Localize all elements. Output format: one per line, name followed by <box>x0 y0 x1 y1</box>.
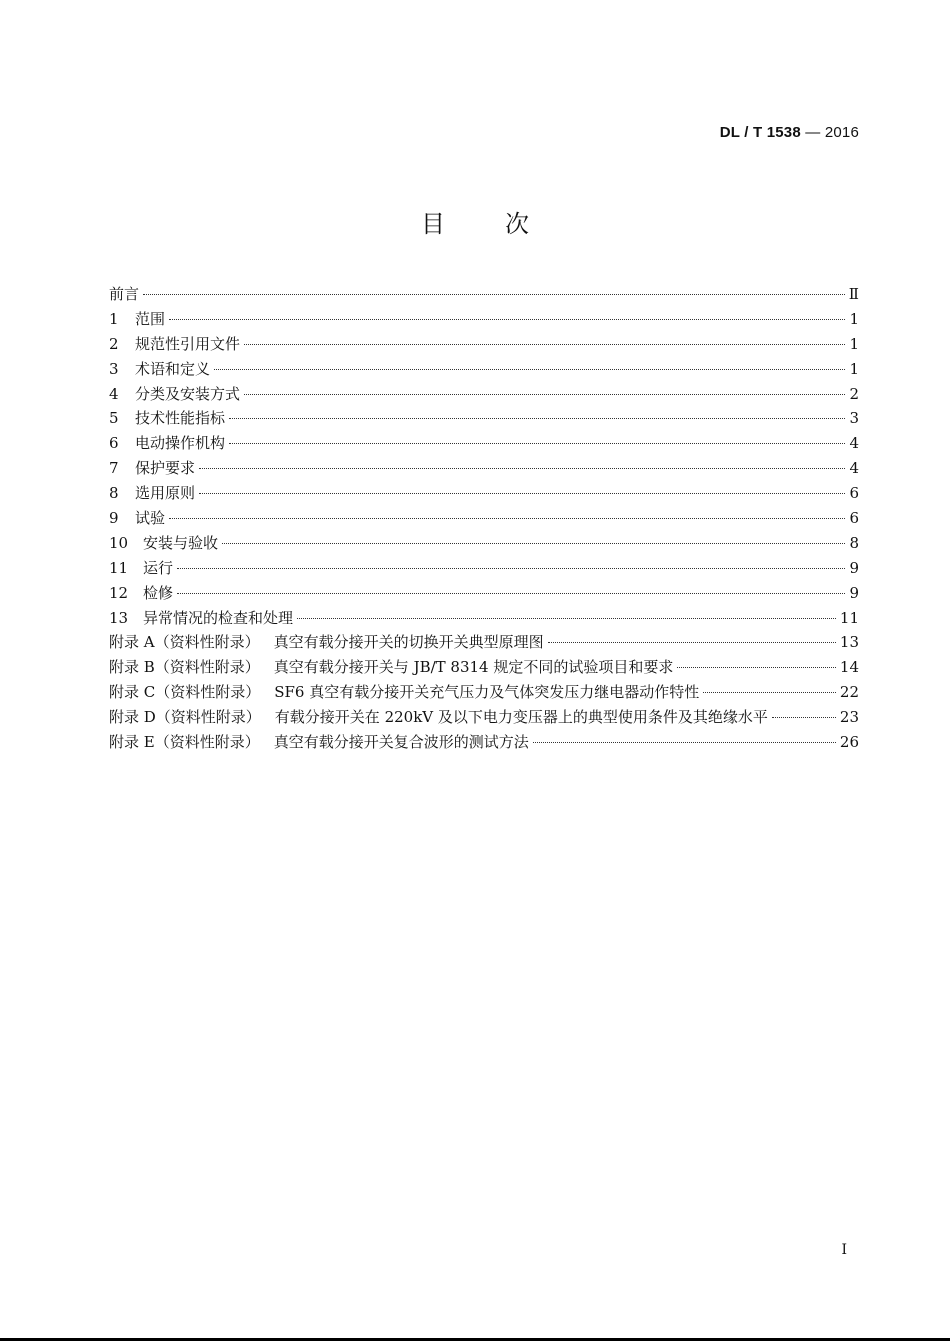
appendix-title: 真空有载分接开关复合波形的测试方法 <box>273 733 529 752</box>
toc-appendix-c[interactable] <box>109 680 859 705</box>
toc-entry[interactable] <box>109 382 859 407</box>
toc-entry-number: 13 <box>109 608 129 627</box>
toc-entry-number: 5 <box>109 409 119 428</box>
toc-entry-label: 电动操作机构 <box>135 434 226 453</box>
page-number: I <box>841 1242 847 1258</box>
toc-entry-label: 选用原则 <box>135 484 196 503</box>
bottom-rule <box>0 1338 950 1341</box>
toc-entry[interactable] <box>109 606 859 631</box>
dot-leader <box>229 418 845 419</box>
standard-code-number: DL / T 1538 <box>719 124 801 141</box>
dot-leader <box>677 667 836 668</box>
toc-entry-page: 6 <box>849 484 859 503</box>
toc-appendix-e[interactable] <box>109 730 859 755</box>
toc-entry[interactable] <box>109 332 859 357</box>
toc-entry-page: 22 <box>839 683 859 702</box>
dot-leader <box>169 518 845 519</box>
toc-entry[interactable] <box>109 357 859 382</box>
appendix-heading: 附录 A（资料性附录） <box>109 633 260 652</box>
toc-entry-page: 1 <box>849 359 859 378</box>
dot-leader <box>244 394 845 395</box>
toc-entry-label: 异常情况的检查和处理 <box>143 608 294 627</box>
toc-entry-number: 3 <box>109 359 119 378</box>
toc-entry-page: 2 <box>849 384 859 403</box>
toc-entry-number: 6 <box>109 434 119 453</box>
dot-leader <box>703 692 836 693</box>
toc-entry-label: 安装与验收 <box>143 533 219 552</box>
dot-leader <box>244 344 845 345</box>
dot-leader <box>199 493 845 494</box>
standard-code-year: — 2016 <box>800 124 859 141</box>
toc-entry-number: 10 <box>109 533 129 552</box>
toc-entry-page: 13 <box>839 633 859 652</box>
toc-entry-label: 范围 <box>135 309 166 328</box>
toc-entry[interactable] <box>109 531 859 556</box>
standard-code <box>720 124 859 141</box>
toc-entry-label: 检修 <box>143 583 174 602</box>
toc-entry-number: 8 <box>109 484 119 503</box>
toc-entry[interactable] <box>109 456 859 481</box>
toc-entry-page: 6 <box>849 509 859 528</box>
dot-leader <box>169 319 845 320</box>
toc-entry-page: 9 <box>849 583 859 602</box>
appendix-title: 有载分接开关在 220kV 及以下电力变压器上的典型使用条件及其绝缘水平 <box>274 708 768 727</box>
dot-leader <box>143 294 845 295</box>
toc-entry-label: 运行 <box>143 558 174 577</box>
toc-entry-page: 14 <box>839 658 859 677</box>
toc-appendix-d[interactable] <box>109 705 859 730</box>
toc-entry-number: 4 <box>109 384 119 403</box>
toc-entry-foreword[interactable] <box>109 282 859 307</box>
toc-entry-page: 11 <box>839 608 859 627</box>
appendix-heading: 附录 D（资料性附录） <box>109 708 261 727</box>
page-title: 目次 <box>421 210 589 238</box>
toc-entry-page: 3 <box>849 409 859 428</box>
dot-leader <box>297 618 836 619</box>
toc-entry-number: 1 <box>109 309 119 328</box>
toc-entry-page: 8 <box>849 533 859 552</box>
toc-entry-label: 术语和定义 <box>135 359 211 378</box>
appendix-heading: 附录 E（资料性附录） <box>109 733 260 752</box>
toc-entry-number: 11 <box>109 558 129 577</box>
toc-entry[interactable] <box>109 406 859 431</box>
toc-entry-page: 4 <box>849 459 859 478</box>
toc-entry-page: 23 <box>839 708 859 727</box>
toc-entry-page: Ⅱ <box>848 285 859 303</box>
toc-entry-number: 7 <box>109 459 119 478</box>
dot-leader <box>533 742 836 743</box>
toc-appendix-a[interactable] <box>109 630 859 655</box>
appendix-title: 真空有载分接开关与 JB/T 8314 规定不同的试验项目和要求 <box>273 658 674 677</box>
toc-entry-page: 4 <box>849 434 859 453</box>
toc-entry-page: 9 <box>849 558 859 577</box>
toc-entry-label: 试验 <box>135 509 166 528</box>
dot-leader <box>222 543 845 544</box>
toc-entry-page: 1 <box>849 334 859 353</box>
toc-appendix-b[interactable] <box>109 655 859 680</box>
appendix-heading: 附录 B（资料性附录） <box>109 658 260 677</box>
dot-leader <box>214 369 845 370</box>
toc-entry[interactable] <box>109 581 859 606</box>
appendix-title: 真空有载分接开关的切换开关典型原理图 <box>273 633 544 652</box>
toc-entry[interactable] <box>109 431 859 456</box>
dot-leader <box>548 642 836 643</box>
toc-entry-number: 12 <box>109 583 129 602</box>
appendix-heading: 附录 C（资料性附录） <box>109 683 261 702</box>
toc-entry-label: 前言 <box>109 285 140 303</box>
dot-leader <box>177 568 845 569</box>
toc-entry-label: 保护要求 <box>135 459 196 478</box>
dot-leader <box>229 443 845 444</box>
toc-entry[interactable] <box>109 506 859 531</box>
appendix-title: SF6 真空有载分接开关充气压力及气体突发压力继电器动作特性 <box>274 683 700 702</box>
dot-leader <box>177 593 845 594</box>
toc-entry-page: 1 <box>849 309 859 328</box>
toc-entry[interactable] <box>109 307 859 332</box>
dot-leader <box>772 717 836 718</box>
toc-entry-label: 技术性能指标 <box>135 409 226 428</box>
toc-entry-label: 分类及安装方式 <box>135 384 241 403</box>
toc-entry-page: 26 <box>839 733 859 752</box>
toc-entry-number: 2 <box>109 334 119 353</box>
toc-entry-number: 9 <box>109 509 119 528</box>
toc-entry[interactable] <box>109 481 859 506</box>
toc-entry-label: 规范性引用文件 <box>135 334 241 353</box>
dot-leader <box>199 468 845 469</box>
table-of-contents <box>109 282 859 755</box>
toc-entry[interactable] <box>109 556 859 581</box>
